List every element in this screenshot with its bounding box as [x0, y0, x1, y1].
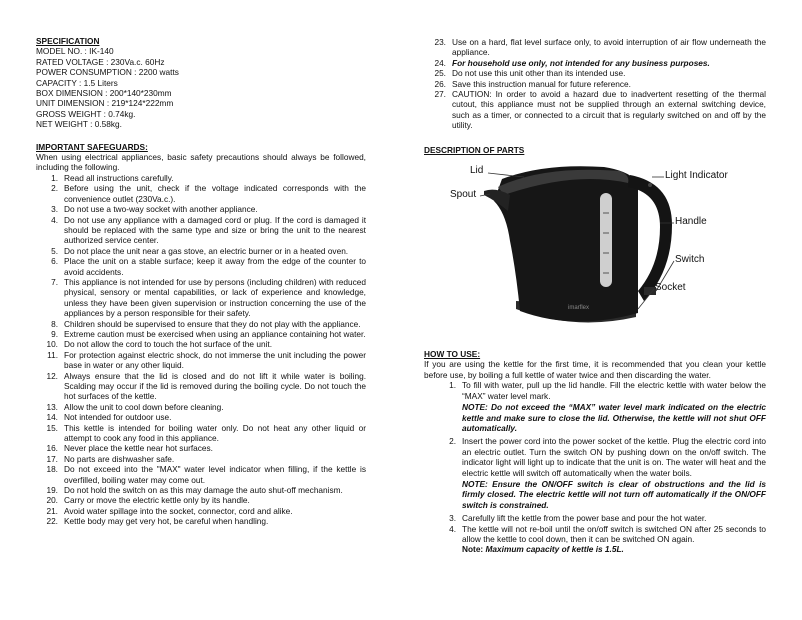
safeguards-intro: When using electrical appliances, basic safety precautions should always be followed, including the following. — [36, 152, 366, 173]
item-text: No parts are dishwasher safe. — [64, 453, 175, 464]
item-number: 6. — [51, 256, 58, 267]
safeguard-item — [36, 506, 366, 516]
safeguard-item — [36, 173, 366, 183]
safeguards-list-continued — [424, 37, 766, 131]
spec-row: MODEL NO. : IK-140 — [36, 46, 114, 57]
howto-steps — [434, 380, 766, 555]
item-number: 17. — [46, 453, 58, 464]
item-text: This appliance is not intended for use by persons (including children) with reduced physical, sensory or mental capabilities, or lack of experience and knowledge, unless they have been given supervision or instruction concerning the use of the appliances by a person responsible for their safety. — [64, 276, 366, 319]
item-text: Do not use a two-way socket with another appliance. — [64, 204, 258, 215]
safeguard-item — [36, 339, 366, 349]
item-text: Avoid water spillage into the socket, connector, cord and alike. — [64, 505, 293, 516]
item-number: 26. — [434, 78, 446, 89]
safeguard-item — [424, 89, 766, 131]
item-text: Do not hold the switch on as this may damage the auto shut-off mechanism. — [64, 485, 343, 496]
item-number: 20. — [46, 495, 58, 506]
spec-row: GROSS WEIGHT : 0.74kg. — [36, 108, 136, 119]
item-number: 5. — [51, 245, 58, 256]
label-socket: Socket — [655, 282, 686, 294]
item-number: 25. — [434, 68, 446, 79]
item-number: 4. — [51, 214, 58, 225]
label-spout: Spout — [450, 189, 477, 201]
safeguard-item — [36, 215, 366, 246]
item-text: Before using the unit, check if the voltage indicated corresponds with the convenience outlet (230Va.c.). — [64, 183, 366, 204]
safeguard-item — [36, 443, 366, 453]
safeguard-item — [36, 204, 366, 214]
item-number: 22. — [46, 516, 58, 527]
item-text: Carry or move the electric kettle only by its handle. — [64, 495, 250, 506]
safeguard-item — [36, 319, 366, 329]
step-text: Insert the power cord into the power socket of the kettle. Plug the electric cord into an electric outlet. Turn the switch ON by pushing down on the on/off switch. The indicator light will light up to indicate that the unit is on. The water will heat and the electric kettle will switch off automatically when the water boils. — [462, 436, 766, 478]
label-light-indicator: Light Indicator — [665, 170, 728, 182]
item-text: Do not use this unit other than its intended use. — [452, 68, 626, 79]
item-number: 7. — [51, 276, 58, 287]
step-note-label: Note: — [462, 544, 484, 555]
item-text: Do not allow the cord to touch the hot surface of the unit. — [64, 339, 273, 350]
safeguard-item — [36, 423, 366, 444]
item-number: 12. — [46, 370, 58, 381]
brand-text: imarflex — [568, 305, 590, 312]
step-note: NOTE: Do not exceed the “MAX” water level mark indicated on the electric kettle and make sure to close the lid. Otherwise, the kettle will not shut OFF automatically. — [462, 402, 766, 433]
item-text: This kettle is intended for boiling water only. Do not heat any other liquid or attempt to cook any food in this appliance. — [64, 422, 366, 444]
safeguards-list — [36, 173, 366, 527]
howto-intro: If you are using the kettle for the first time, it is recommended that you clean your kettle before use, by boiling a full kettle of water twice and then discarding the water. — [424, 359, 766, 380]
item-text: Place the unit on a stable surface; keep it away from the edge of the counter to avoid accidents. — [64, 256, 366, 277]
safeguard-item — [36, 454, 366, 464]
safeguard-item — [36, 495, 366, 505]
parts-heading: DESCRIPTION OF PARTS — [424, 144, 525, 155]
step-number: 2. — [449, 436, 456, 447]
step-number: 3. — [449, 513, 456, 524]
step-text: To fill with water, pull up the lid handle. Fill the electric kettle with water below the “MAX” water level mark. — [462, 380, 766, 401]
safeguard-item — [36, 277, 366, 319]
item-text: Allow the unit to cool down before cleaning. — [64, 401, 224, 412]
safeguard-item — [36, 371, 366, 402]
item-number: 16. — [46, 443, 58, 454]
spec-row: BOX DIMENSION : 200*140*230mm — [36, 88, 172, 99]
safeguards-heading: IMPORTANT SAFEGUARDS: — [36, 141, 148, 152]
safeguard-item — [424, 37, 766, 58]
item-text: Kettle body may get very hot, be careful when handling. — [64, 516, 269, 527]
kettle-illustration — [424, 161, 766, 339]
item-text: For household use only, not intended for any business purposes. — [452, 57, 710, 68]
item-number: 18. — [46, 464, 58, 475]
safeguard-item — [36, 412, 366, 422]
item-text: Use on a hard, flat level surface only, to avoid interruption of air flow underneath the appliance. — [452, 37, 766, 58]
item-number: 10. — [46, 339, 58, 350]
safeguard-item — [36, 464, 366, 485]
item-number: 14. — [46, 412, 58, 423]
safeguard-item — [36, 256, 366, 277]
item-text: Not intended for outdoor use. — [64, 412, 172, 423]
safeguard-item — [36, 350, 366, 371]
spec-heading: SPECIFICATION — [36, 36, 100, 46]
item-number: 8. — [51, 318, 58, 329]
item-text: Extreme caution must be exercised when using an appliance containing hot water. — [64, 328, 366, 339]
step-note-text: Maximum capacity of kettle is 1.5L. — [483, 544, 624, 555]
safeguard-item — [36, 246, 366, 256]
item-number: 15. — [46, 422, 58, 433]
label-lid: Lid — [470, 165, 484, 177]
safeguard-item — [424, 68, 766, 78]
spec-row: UNIT DIMENSION : 219*124*222mm — [36, 98, 174, 109]
spec-table — [36, 46, 366, 129]
item-number: 27. — [434, 89, 446, 100]
step-text: Carefully lift the kettle from the power base and pour the hot water. — [462, 513, 707, 524]
step-text: The kettle will not re-boil until the on/off switch is switched ON after 25 seconds to allow the kettle to cool down, then it can be switched ON again. — [462, 523, 766, 544]
item-number: 3. — [51, 204, 58, 215]
safeguard-item — [36, 329, 366, 339]
safeguard-item — [36, 402, 366, 412]
item-number: 11. — [47, 349, 58, 360]
item-number: 19. — [46, 485, 58, 496]
item-number: 23. — [434, 37, 446, 47]
label-handle: Handle — [675, 216, 707, 228]
kettle-diagram — [424, 161, 766, 339]
step-number: 1. — [449, 380, 456, 391]
step-number: 4. — [449, 523, 456, 534]
safeguard-item — [424, 79, 766, 89]
howto-step — [434, 513, 766, 523]
safeguard-item — [424, 58, 766, 68]
label-switch: Switch — [675, 254, 705, 266]
left-column — [36, 36, 366, 527]
spec-row: POWER CONSUMPTION : 2200 watts — [36, 67, 179, 78]
spec-row: RATED VOLTAGE : 230Va.c. 60Hz — [36, 56, 165, 67]
item-text: Save this instruction manual for future reference. — [452, 78, 631, 89]
safeguard-item — [36, 183, 366, 204]
item-text: Do not place the unit near a gas stove, an electric burner or in a heated oven. — [64, 245, 349, 256]
safeguard-item — [36, 485, 366, 495]
howto-step — [434, 436, 766, 513]
item-text: Always ensure that the lid is closed and do not lift it while water is boiling. Scalding may occur if the lid is removed during the boiling cycle. Do not touch the hot surfaces of the kettle. — [64, 370, 366, 402]
howto-step — [434, 524, 766, 555]
item-text: For protection against electric shock, do not immerse the unit including the power base in water or any other liquid. — [64, 349, 366, 371]
step-note: NOTE: Ensure the ON/OFF switch is clear of obstructions and the lid is firmly closed. The electric kettle will not turn off automatically if the ON/OFF switch is constrained. — [462, 478, 766, 510]
item-text: Never place the kettle near hot surfaces. — [64, 443, 213, 454]
right-column — [424, 37, 766, 555]
item-number: 21. — [46, 505, 58, 516]
item-number: 13. — [46, 401, 58, 412]
item-text: CAUTION: In order to avoid a hazard due to inadvertent resetting of the thermal cutout, this appliance must not be supplied through an external switching device, such as a timer, or connected to a circuit that is regularly switched on and off by the utility. — [452, 89, 766, 131]
safeguard-item — [36, 516, 366, 526]
item-number: 2. — [51, 183, 58, 194]
spec-row: CAPACITY : 1.5 Liters — [36, 77, 118, 88]
item-text: Do not exceed into the "MAX" water level indicator when filling, if the kettle is overfilled, boiling water may come out. — [64, 464, 366, 485]
howto-step — [434, 380, 766, 436]
item-text: Children should be supervised to ensure that they do not play with the appliance. — [64, 318, 361, 329]
item-text: Read all instructions carefully. — [64, 172, 174, 183]
item-text: Do not use any appliance with a damaged cord or plug. If the cord is damaged it should be replaced with the same type and size or bring the unit to the nearest authorized service center. — [64, 214, 366, 246]
howto-heading: HOW TO USE: — [424, 349, 481, 360]
light-indicator-dot — [648, 183, 652, 187]
item-number: 9. — [51, 328, 58, 339]
spec-row: NET WEIGHT : 0.58kg. — [36, 119, 122, 130]
item-number: 1. — [51, 172, 58, 183]
item-number: 24. — [434, 57, 446, 68]
